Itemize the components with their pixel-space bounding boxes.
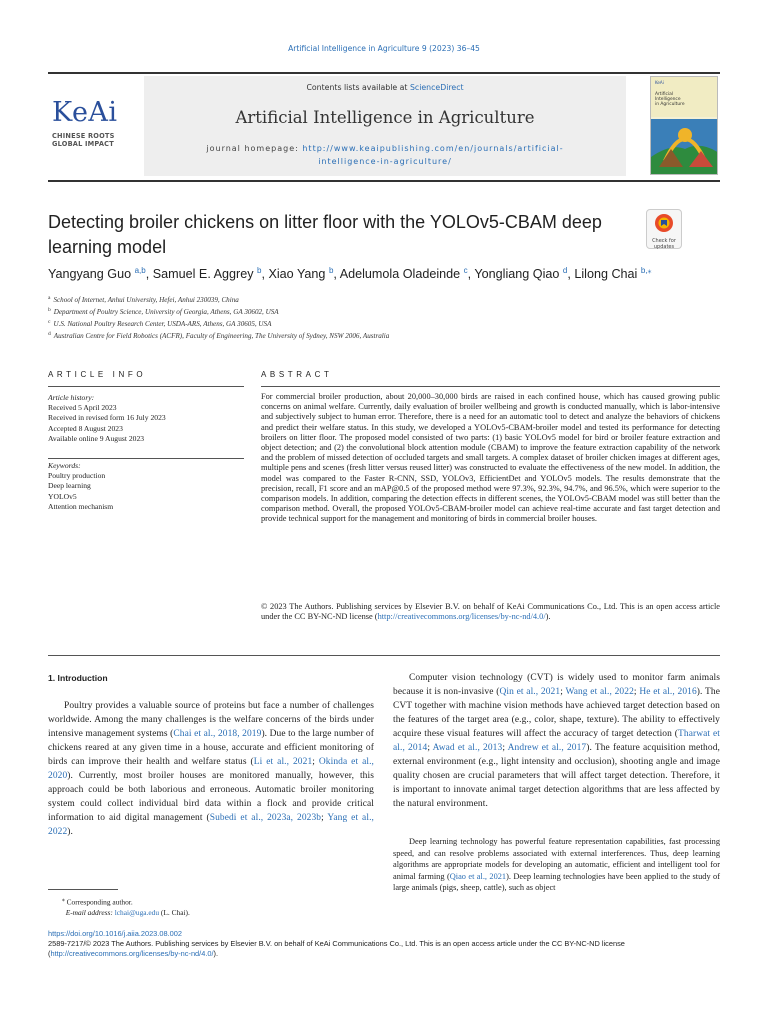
author-name: Samuel E. Aggrey bbox=[152, 267, 254, 281]
citation-link[interactable]: Wang et al., 2022 bbox=[565, 687, 634, 697]
cover-logo: KeAi bbox=[655, 80, 664, 85]
history-item: Available online 9 August 2023 bbox=[48, 433, 145, 443]
author-affiliation-mark[interactable]: b,⁎ bbox=[640, 266, 652, 275]
masthead-top-rule bbox=[48, 72, 720, 74]
cover-title-1: Artificial bbox=[655, 92, 674, 97]
author-affiliation-mark[interactable]: c bbox=[463, 266, 468, 275]
homepage-link[interactable]: http://www.keaipublishing.com/en/journals/artificial- intelligence-in-agriculture/ bbox=[302, 144, 564, 166]
check-updates-label: Check for updates bbox=[652, 238, 676, 250]
citation-link[interactable]: Yang et al., 2022 bbox=[48, 813, 374, 837]
check-updates-icon bbox=[654, 213, 674, 233]
keai-tagline: CHINESE ROOTS GLOBAL IMPACT bbox=[52, 132, 115, 148]
abstract-heading: ABSTRACT bbox=[261, 370, 333, 379]
corresponding-author-footnote: ⁎ Corresponding author. E-mail address: lchai@uga.edu (L. Chai). bbox=[62, 897, 190, 917]
keywords bbox=[48, 461, 238, 512]
affiliation-list bbox=[48, 293, 728, 341]
citation-link[interactable]: Qin et al., 2021 bbox=[499, 687, 561, 697]
intro-paragraph-3: Deep learning technology has powerful feature representation capabilities, fast processing speed, and can resolve problems associated with external interferences. Thus, deep learning algorithms are appropriate models for developing an automatic, efficient and intelligent tool for animal farming (Qiao et al., 2021). Deep learning technologies have been applied to the study of large animals (pigs, sheep, cattle), such as object bbox=[393, 837, 720, 893]
citation-link[interactable]: Andrew et al., 2017 bbox=[507, 743, 587, 753]
citation-link[interactable]: Subedi et al., 2023a, 2023b bbox=[209, 813, 322, 823]
email-link[interactable]: lchai@uga.edu bbox=[114, 907, 160, 917]
author-name: Lilong Chai bbox=[574, 267, 638, 281]
journal-title: Artificial Intelligence in Agriculture bbox=[235, 108, 535, 127]
citation-link[interactable]: Qiao et al., 2021 bbox=[449, 871, 507, 881]
keywords-rule bbox=[48, 458, 244, 459]
history-label: Article history: bbox=[48, 393, 95, 402]
doi-link[interactable]: https://doi.org/10.1016/j.aiia.2023.08.002 bbox=[48, 929, 182, 938]
author-affiliation-mark[interactable]: b bbox=[328, 266, 334, 275]
article-info-heading: ARTICLE INFO bbox=[48, 370, 147, 379]
affiliation-item: $^d$ Australian Centre for Field Robotics (ACFR), Faculty of Engineering, The University of Sydney, NSW 2006, Australia bbox=[48, 331, 390, 340]
history-list bbox=[48, 403, 238, 444]
footer-license-link[interactable]: http://creativecommons.org/licenses/by-nc-nd/4.0/ bbox=[50, 949, 214, 958]
journal-homepage: journal homepage: http://www.keaipublishing.com/en/journals/artificial- intelligence-in-agriculture/ bbox=[206, 144, 564, 166]
abstract-copyright: © 2023 The Authors. Publishing services by Elsevier B.V. on behalf of KeAi Communications Co., Ltd. This is an open access article under the CC BY-NC-ND license (http://creativecommons.org/licenses/by-nc-nd/4.0/). bbox=[261, 602, 720, 622]
affiliation-item: $^a$ School of Internet, Anhui University, Hefei, Anhui 230039, China bbox=[48, 295, 239, 304]
keyword-item: Poultry production bbox=[48, 471, 106, 481]
introduction-heading: 1. Introduction bbox=[48, 673, 108, 683]
author-affiliation-mark[interactable]: d bbox=[562, 266, 568, 275]
keai-logo-word: KeAi bbox=[52, 97, 118, 128]
citation-link[interactable]: Li et al., 2021 bbox=[253, 757, 313, 767]
page-footer: https://doi.org/10.1016/j.aiia.2023.08.002 2589-7217/© 2023 The Authors. Publishing services by Elsevier B.V. on behalf of KeAi Communications Co., Ltd. This is an open access article under the CC BY-NC-ND license (http://creativecommons.org/licenses/by-nc-nd/4.0/). bbox=[48, 929, 625, 958]
keai-logo bbox=[52, 98, 136, 158]
history-item: Received 5 April 2023 bbox=[48, 403, 117, 413]
citation-link[interactable]: He et al., 2016 bbox=[639, 687, 697, 697]
abstract-rule bbox=[261, 386, 720, 387]
history-item: Accepted 8 August 2023 bbox=[48, 423, 123, 433]
citation-link[interactable]: Tharwat et al., 2014 bbox=[393, 729, 720, 753]
citation-link[interactable]: Okinda et al., 2020 bbox=[48, 757, 374, 781]
keyword-item: Attention mechanism bbox=[48, 501, 114, 511]
history-item: Received in revised form 16 July 2023 bbox=[48, 413, 166, 423]
abstract-end-rule bbox=[48, 655, 720, 656]
journal-masthead bbox=[48, 72, 720, 182]
intro-paragraph-2: Computer vision technology (CVT) is widely used to monitor farm animals because it is non-invasive (Qin et al., 2021; Wang et al., 2022; He et al., 2016). The CVT together with machine vision methods have achieved target detection based on the features of the target area (e.g., color, shape, texture). The ability to effectively acquire these visual features will affect the accuracy of target detection (Tharwat et al., 2014; Awad et al., 2013; Andrew et al., 2017). The feature acquisition method, external environment (e.g., light intensity and occlusion), shooting angle and image quality chosen are crucial parameters that will affect target detection. Therefore, it is important to innovate animal target detection algorithms that are less affected by the natural environment. bbox=[393, 673, 720, 809]
journal-cover-image[interactable] bbox=[650, 76, 718, 175]
author-name: Adelumola Oladeinde bbox=[339, 267, 461, 281]
keyword-list bbox=[48, 471, 238, 512]
intro-paragraph-1: Poultry provides a valuable source of proteins but face a number of challenges worldwide. Among the many challenges is the welfare concerns of the birds under intensive management systems (Chai et al., 2018, 2019). Due to the large number of chickens reared at any given time in a house, accurate and efficient monitoring of birds can improve their health and welfare status (Li et al., 2021; Okinda et al., 2020). Currently, most broiler houses are monitored manually, however, this approach could be both laborious and erroneous. Automatic broiler monitoring system could collect individual bird data within a flock and provide critical information to aid digital management (Subedi et al., 2023a, 2023b; Yang et al., 2022). bbox=[48, 701, 374, 837]
author-affiliation-mark[interactable]: a,b bbox=[134, 266, 146, 275]
citation-link[interactable]: Chai et al., 2018, 2019 bbox=[173, 729, 262, 739]
author-name: Xiao Yang bbox=[268, 267, 326, 281]
footnote-rule bbox=[48, 889, 118, 890]
author-name: Yangyang Guo bbox=[48, 267, 132, 281]
journal-reference[interactable]: Artificial Intelligence in Agriculture 9 (2023) 36–45 bbox=[288, 44, 480, 53]
abstract-text: For commercial broiler production, about 20,000–30,000 birds are raised in each confined house, which has caused growing public concerns on animal welfare. Currently, daily evaluation of broiler wellbeing and growth is conducted manually, which is labor-intensive and subjectively subject to human error. Therefore, there is a need for an automatic tool to detect and analyze the behaviors of chickens and predict their welfare status. In this study, we developed a YOLOv5-CBAM-broiler model and tested its performance for detecting broilers on litter floor. The proposed model consisted of two parts: (1) basic YOLOv5 model for bird or broiler feature extraction and object detection; and (2) the convolutional block attention module (CBAM) to improve the feature extraction capability of the network and the problem of missed detection of occluded targets and small targets. A complex dataset of broiler chicken images at different ages, multiple pens and scenes (fresh litter versus reused litter) was constructed to evaluate the effectiveness of the new model. In addition, the model was compared to the Faster R-CNN, SSD, YOLOv3, EfficientDet and YOLOv5 models. The results demonstrate that the precision, recall, F1 score and an mAP@0.5 of the proposed method were 97.3%, 92.3%, 94.7%, and 96.5%, which were superior to the comparison models. In addition, comparing the detection effects in different scenes, the YOLOv5-CBAM model was still better than the comparison method. Overall, the proposed YOLOv5-CBAM-broiler model can achieve real-time accurate and fast target detection and provide technical support for the management and monitoring of birds in commercial broiler houses. bbox=[261, 392, 720, 524]
citation-link[interactable]: Awad et al., 2013 bbox=[432, 743, 503, 753]
article-title: Detecting broiler chickens on litter floor with the YOLOv5-CBAM deep learning model bbox=[48, 212, 602, 257]
license-link[interactable]: http://creativecommons.org/licenses/by-nc-nd/4.0/ bbox=[377, 612, 546, 622]
article-history bbox=[48, 393, 238, 444]
masthead-panel bbox=[144, 76, 626, 176]
cover-title-2: Intelligence bbox=[655, 97, 681, 102]
contents-line: Contents lists available at ScienceDirect bbox=[306, 83, 464, 92]
affiliation-item: $^c$ U.S. National Poultry Research Center, USDA-ARS, Athens, GA 30605, USA bbox=[48, 319, 272, 328]
affiliation-item: $^b$ Department of Poultry Science, University of Georgia, Athens, GA 30602, USA bbox=[48, 307, 279, 316]
keyword-item: YOLOv5 bbox=[48, 491, 77, 501]
keyword-item: Deep learning bbox=[48, 481, 91, 491]
check-for-updates-badge[interactable] bbox=[646, 209, 682, 249]
journal-cover-art bbox=[651, 77, 718, 175]
article-info-rule bbox=[48, 386, 244, 387]
masthead-bottom-rule bbox=[48, 180, 720, 182]
keywords-label: Keywords: bbox=[48, 461, 81, 470]
author-affiliation-mark[interactable]: b bbox=[257, 266, 262, 275]
author-list: Yangyang Guo $^{a,b}$, Samuel E. Aggrey $^b$, Xiao Yang $^b$, Adelumola Oladeinde $^c$, Yongliang Qiao $^d$, Lilong Chai $^{b,⁎}$ bbox=[48, 266, 652, 281]
sciencedirect-link[interactable]: ScienceDirect bbox=[409, 83, 464, 92]
cover-title-3: in Agriculture bbox=[655, 102, 685, 107]
author-name: Yongliang Qiao bbox=[474, 267, 560, 281]
